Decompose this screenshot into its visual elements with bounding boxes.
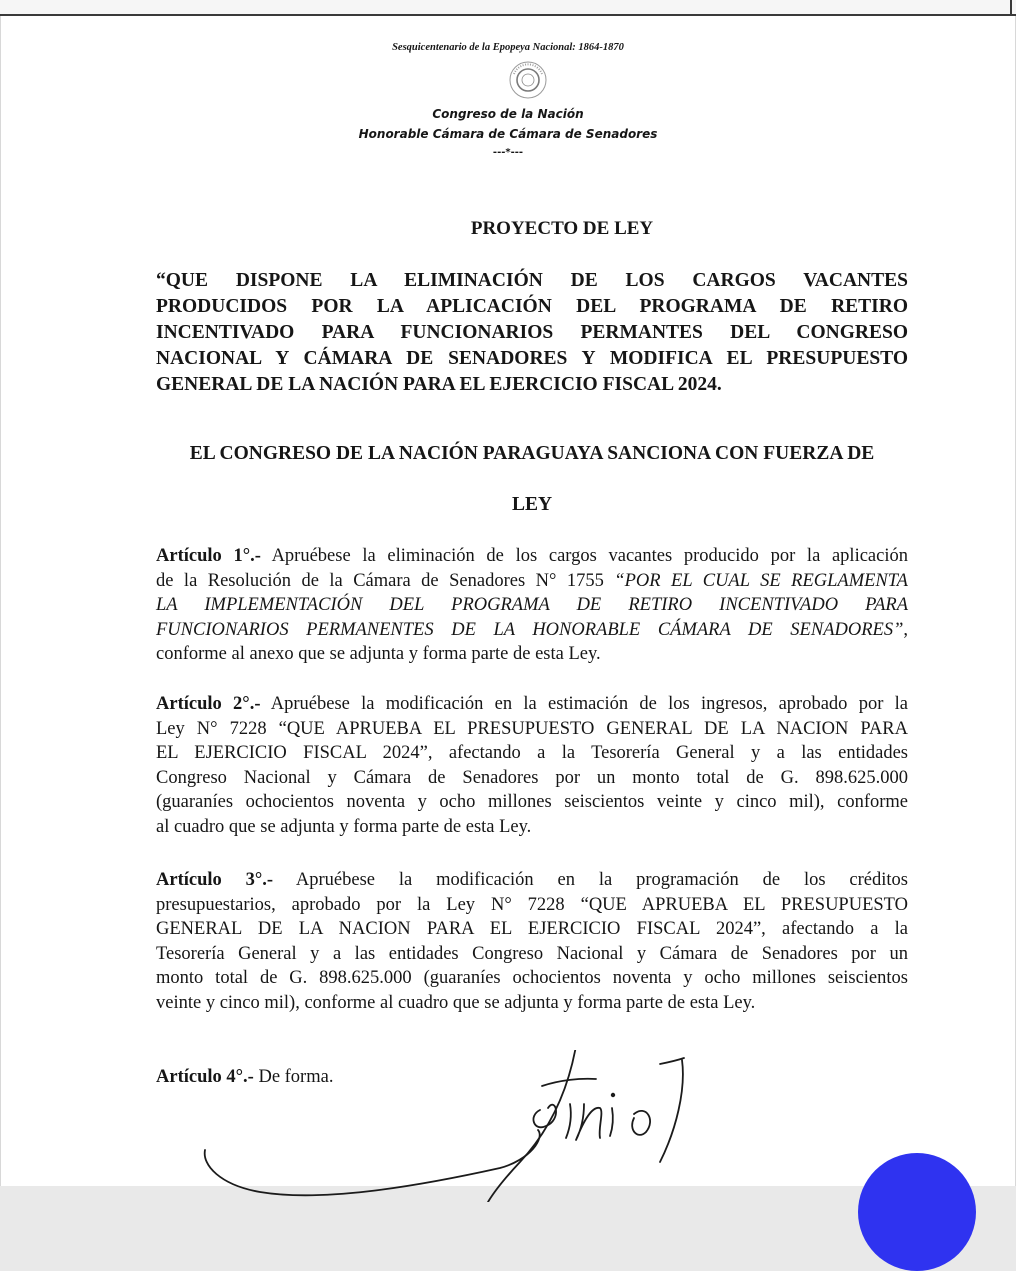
article-line: GENERAL DE LA NACION PARA EL EJERCICIO FISCAL 2024”, afectando a la xyxy=(156,919,908,939)
article-line: conforme al anexo que se adjunta y forma parte de esta Ley. xyxy=(156,644,601,664)
header-chamber: Honorable Cámara de Cámara de Senadores xyxy=(358,127,658,141)
article-line: presupuestarios, aprobado por la Ley N° 7228 “QUE APRUEBA EL PRESUPUESTO xyxy=(156,894,908,915)
article-line: monto total de G. 898.625.000 (guaraníes ochocientos noventa y ocho millones seiscientos xyxy=(156,968,908,988)
article-line: LA IMPLEMENTACIÓN DEL PROGRAMA DE RETIRO INCENTIVADO PARA xyxy=(156,595,908,615)
seal-icon xyxy=(506,60,550,100)
article-line: Artículo 2°.- Apruébese la modificación en la estimación de los ingresos, aprobado por la xyxy=(156,694,908,714)
article-line: al cuadro que se adjunta y forma parte de esta Ley. xyxy=(156,816,532,837)
article-line: Artículo 3°.- Apruébese la modificación en la programación de los créditos xyxy=(156,870,908,890)
enacting-clause-line1: EL CONGRESO DE LA NACIÓN PARAGUAYA SANCIONA CON FUERZA DE xyxy=(189,443,875,464)
header-motto: Sesquicentenario de la Epopeya Nacional: 1864-1870 xyxy=(392,42,624,53)
law-title-line: PRODUCIDOS POR LA APLICACIÓN DEL PROGRAMA DE RETIRO xyxy=(156,296,908,317)
article-line: Congreso Nacional y Cámara de Senadores por un monto total de G. 898.625.000 xyxy=(156,767,908,788)
article-4-text: De forma. xyxy=(258,1067,334,1087)
page-left-edge xyxy=(0,16,1,1186)
article-label: Artículo 3°.- xyxy=(156,870,274,890)
enacting-clause-line2: LEY xyxy=(511,494,553,515)
header-separator: ---*--- xyxy=(492,147,524,158)
law-title-line: GENERAL DE LA NACIÓN PARA EL EJERCICIO FISCAL 2024. xyxy=(156,374,722,395)
blue-mark xyxy=(858,1153,976,1271)
article-label: Artículo 1°.- xyxy=(156,546,261,566)
article-line: (guaraníes ochocientos noventa y ocho millones seiscientos veinte y cinco mil), conforme xyxy=(156,792,908,812)
article-line: FUNCIONARIOS PERMANENTES DE LA HONORABLE CÁMARA DE SENADORES”, xyxy=(156,619,908,640)
article-line: Artículo 1°.- Apruébese la eliminación de los cargos vacantes producido por la aplicación xyxy=(156,546,908,566)
header-congress: Congreso de la Nación xyxy=(432,107,584,121)
document-title: PROYECTO DE LEY xyxy=(470,218,654,239)
law-title xyxy=(156,268,908,398)
article-line: EL EJERCICIO FISCAL 2024”, afectando a la Tesorería General y a las entidades xyxy=(156,743,908,763)
article-label: Artículo 2°.- xyxy=(156,694,261,714)
article-line: Tesorería General y a las entidades Congreso Nacional y Cámara de Senadores por un xyxy=(156,943,908,964)
article-2 xyxy=(156,692,908,839)
top-bar xyxy=(0,0,1016,16)
law-title-line: “QUE DISPONE LA ELIMINACIÓN DE LOS CARGOS VACANTES xyxy=(156,270,908,291)
article-line: Ley N° 7228 “QUE APRUEBA EL PRESUPUESTO GENERAL DE LA NACION PARA xyxy=(156,718,908,739)
law-title-line: NACIONAL Y CÁMARA DE SENADORES Y MODIFICA EL PRESUPUESTO xyxy=(156,348,908,369)
article-line: veinte y cinco mil), conforme al cuadro que se adjunta y forma parte de esta Ley. xyxy=(156,992,756,1013)
law-title-line: INCENTIVADO PARA FUNCIONARIOS PERMANTES DEL CONGRESO xyxy=(156,322,908,343)
signature xyxy=(200,1050,700,1202)
article-1 xyxy=(156,544,908,667)
document-page xyxy=(0,16,1016,1186)
article-3 xyxy=(156,868,908,1015)
article-italic-title: “POR EL CUAL SE REGLAMENTA xyxy=(614,570,908,591)
top-bar-mark xyxy=(1010,0,1012,14)
article-label: Artículo 4°.- xyxy=(156,1067,254,1087)
article-line: de la Resolución de la Cámara de Senadores N° 1755 “POR EL CUAL SE REGLAMENTA xyxy=(156,570,908,591)
